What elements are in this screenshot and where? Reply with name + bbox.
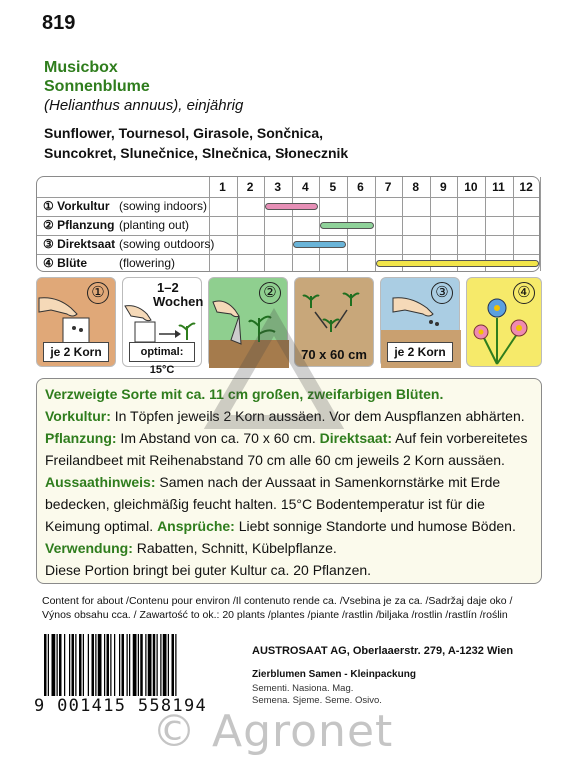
barcode-bar	[59, 634, 62, 698]
barcode-bar	[52, 634, 56, 698]
calendar-row-line	[37, 235, 539, 236]
latin-name: (Helianthus annuus), einjährig	[44, 97, 244, 114]
watermark-text: © Agronet	[152, 706, 394, 757]
translated-names	[44, 123, 348, 163]
panel-germination	[122, 277, 204, 376]
content-note	[42, 594, 542, 622]
barcode-bar	[153, 634, 156, 698]
barcode-bar	[44, 634, 47, 698]
calendar-row-label	[43, 218, 190, 232]
ansprueche-label: Ansprüche:	[157, 518, 235, 534]
direktsaat-label: Direktsaat:	[319, 430, 393, 446]
barcode-bar	[133, 634, 137, 698]
activity-english: (sowing indoors)	[119, 199, 208, 213]
month-label: 3	[274, 180, 282, 194]
species-title: Sonnenblume	[44, 78, 150, 95]
verwendung-text: Rabatten, Schnitt, Kübelpflanze.	[132, 540, 337, 556]
month-label: 7	[384, 180, 392, 194]
content-line-2: Výnos obsahu cca. / Zawartość to ok.: 20 plants /plantes /piante /rastlin /biljaka /rostlin /rastlín /roślin	[42, 609, 508, 621]
barcode-bar	[119, 634, 120, 698]
panel-sowing-indoors	[36, 277, 116, 367]
barcode-bar	[83, 634, 84, 698]
activity-english: (flowering)	[119, 256, 176, 270]
vorkultur-text: In Töpfen jeweils 2 Korn aussäen. Vor dem Auspflanzen abhärten.	[110, 408, 525, 424]
month-label: 10	[464, 180, 478, 194]
content-line-1: Content for about /Contenu pour environ /Il contenuto rende ca. /Vsebina je za ca. /Sadržaj daje oko /	[42, 595, 513, 607]
barcode-bar	[104, 634, 105, 698]
barcode-bar	[122, 634, 125, 698]
step-number: ①	[87, 282, 109, 304]
barcode-bar	[69, 634, 70, 698]
variety-name	[44, 58, 150, 96]
barcode-bar	[57, 634, 58, 698]
barcode-bar	[98, 634, 102, 698]
barcode-bar	[72, 634, 75, 698]
barcode-bar	[160, 634, 161, 698]
calendar-row-line	[37, 197, 539, 198]
sowing-calendar	[36, 176, 540, 272]
aussaat-label: Aussaathinweis:	[45, 474, 156, 490]
watermark-logo	[212, 318, 336, 428]
panel-flowering	[466, 277, 542, 367]
description-lead: Verzweigte Sorte mit ca. 11 cm großen, zweifarbigen Blüten.	[45, 386, 444, 402]
panel-caption: je 2 Korn	[43, 342, 109, 362]
calendar-row-label	[43, 199, 208, 213]
barcode-bar	[114, 634, 115, 698]
pflanzung-label: Pflanzung:	[45, 430, 117, 446]
barcode-bar	[157, 634, 158, 698]
pflanzung-text: Im Abstand von ca. 70 x 60 cm.	[116, 430, 320, 446]
weeks-label: Wochen	[153, 294, 204, 309]
panel-direct-sowing	[380, 277, 460, 367]
spacing-label: 70 x 60 cm	[301, 347, 367, 362]
activity-label: ② Pflanzung	[43, 218, 115, 232]
month-label: 6	[357, 180, 364, 194]
activity-label: ④ Blüte	[43, 256, 88, 270]
calendar-row-label	[43, 256, 176, 270]
barcode-bar	[148, 634, 152, 698]
month-label: 2	[246, 180, 254, 194]
step-number: ④	[513, 282, 535, 304]
barcode-bar	[168, 634, 169, 698]
month-label: 1	[219, 180, 226, 194]
calendar-column-line	[540, 177, 541, 271]
verwendung-paragraph	[45, 537, 533, 559]
barcode-bar	[92, 634, 95, 698]
barcode-bar	[140, 634, 143, 698]
barcode-bar	[88, 634, 89, 698]
calendar-period-bar	[376, 260, 540, 267]
activity-label: ③ Direktsaat	[43, 237, 116, 251]
month-label: 12	[519, 180, 533, 194]
panel-caption: je 2 Korn	[387, 342, 453, 362]
step-number: ③	[431, 282, 453, 304]
seed-labels	[252, 683, 382, 707]
packaging-type: Zierblumen Samen - Kleinpackung	[252, 669, 416, 680]
step-number: ②	[259, 282, 281, 304]
pflanzung-paragraph	[45, 427, 533, 471]
month-label: 8	[412, 180, 420, 194]
barcode-bar	[138, 634, 139, 698]
calendar-row-line	[37, 216, 539, 217]
activity-label: ① Vorkultur	[43, 199, 110, 213]
barcode-bar	[79, 634, 82, 698]
barcode-bar	[64, 634, 65, 698]
calendar-row-label	[43, 237, 215, 251]
calendar-row-line	[37, 254, 539, 255]
calendar-period-bar	[320, 222, 373, 229]
month-label: 9	[439, 180, 447, 194]
verwendung-label: Verwendung:	[45, 540, 133, 556]
ansprueche-text: Liebt sonnige Standorte und humose Böden.	[234, 518, 516, 534]
calendar-period-bar	[293, 241, 346, 248]
panel-caption: optimal: 15°C	[129, 342, 195, 362]
names-line-2: Suncokret, Slunečnice, Slnečnica, Słonecznik	[44, 145, 349, 161]
barcode-bar	[145, 634, 146, 698]
month-label: 11	[492, 180, 505, 194]
direktsaat-text: Auf fein vorbereitetes Freilandbeet mit Reihenabstand 70 cm alle 60 cm jeweils 2 Korn aussäen.	[45, 430, 528, 468]
activity-english: (sowing outdoors)	[119, 237, 215, 251]
barcode-bar	[107, 634, 110, 698]
portion-text: Diese Portion bringt bei guter Kultur ca. 20 Pflanzen.	[45, 562, 372, 578]
barcode-bar	[110, 634, 111, 698]
barcode-bar	[48, 634, 49, 698]
seed-label-2: Semena. Sjeme. Seme. Osivo.	[252, 695, 382, 706]
barcode-bar	[172, 634, 175, 698]
aussaat-text: Samen nach der Aussaat in Samenkornstärke mit Erde bedecken, gleichmäßig feucht halten. 15°C Bodentemperatur ist für die Keimung optimal.	[45, 474, 501, 534]
weeks-range: 1–2	[157, 280, 179, 295]
activity-english: (planting out)	[119, 218, 190, 232]
barcode-bar	[95, 634, 96, 698]
calendar-period-bar	[265, 203, 318, 210]
barcode-bar	[127, 634, 128, 698]
company-address: AUSTROSAAT AG, Oberlaaerstr. 279, A-1232 Wien	[252, 645, 514, 657]
names-line-1: Sunflower, Tournesol, Girasole, Sončnica,	[44, 125, 324, 141]
month-label: 5	[329, 180, 337, 194]
aussaat-paragraph	[45, 471, 533, 537]
month-label: 4	[301, 180, 309, 194]
seed-label-1: Sementi. Nasiona. Mag.	[252, 683, 354, 694]
variety-title: Musicbox	[44, 59, 118, 76]
vorkultur-label: Vorkultur:	[45, 408, 111, 424]
barcode-bar	[129, 634, 130, 698]
product-code: 819	[42, 12, 76, 34]
barcode-bar	[175, 634, 176, 698]
barcode-bar	[75, 634, 76, 698]
barcode-number: 9 001415 558194	[34, 696, 208, 716]
barcode-bar	[163, 634, 167, 698]
